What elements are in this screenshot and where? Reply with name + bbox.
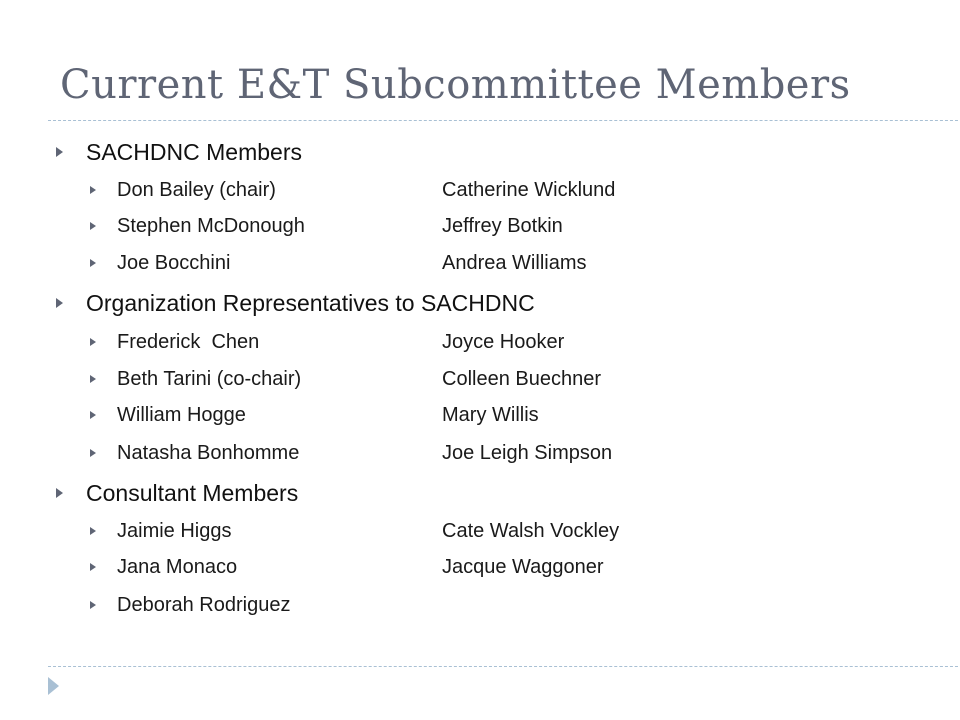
- member-row: [90, 177, 670, 203]
- bullet-arrow-icon: [90, 527, 96, 535]
- footer-divider: [48, 666, 960, 667]
- member-name-right: Jeffrey Botkin: [442, 214, 563, 237]
- bullet-arrow-icon: [90, 375, 96, 383]
- bullet-arrow-icon: [90, 601, 96, 609]
- bullet-arrow-icon: [56, 147, 63, 157]
- member-name-right: Joe Leigh Simpson: [442, 441, 613, 464]
- section-organization-representatives: [56, 288, 535, 318]
- member-name-right: Mary Willis: [442, 403, 539, 426]
- member-name-right: Andrea Williams: [442, 251, 587, 274]
- section-label: Consultant Members: [86, 479, 299, 506]
- member-row: [90, 440, 670, 466]
- member-name-left: William Hogge: [117, 403, 246, 426]
- bullet-arrow-icon: [90, 259, 96, 267]
- member-row: [90, 366, 670, 392]
- member-row: [90, 592, 670, 618]
- member-row: [90, 329, 670, 355]
- member-name-left: Frederick Chen: [117, 330, 260, 353]
- bullet-arrow-icon: [90, 411, 96, 419]
- section-label: SACHDNC Members: [86, 138, 302, 165]
- member-name-left: Stephen McDonough: [117, 214, 305, 237]
- bullet-arrow-icon: [56, 298, 63, 308]
- member-name-left: Beth Tarini (co-chair): [117, 367, 302, 390]
- member-row: [90, 518, 670, 544]
- member-name-left: Jana Monaco: [117, 555, 238, 578]
- title-divider: [48, 120, 960, 121]
- slide-title: Current E&T Subcommittee Members: [60, 62, 851, 108]
- member-name-left: Deborah Rodriguez: [117, 593, 291, 616]
- section-label: Organization Representatives to SACHDNC: [86, 289, 535, 316]
- bullet-arrow-icon: [90, 222, 96, 230]
- bullet-arrow-icon: [56, 488, 63, 498]
- member-name-right: Cate Walsh Vockley: [442, 519, 620, 542]
- member-name-right: Joyce Hooker: [442, 330, 565, 353]
- member-row: [90, 213, 670, 239]
- member-row: [90, 250, 670, 276]
- member-name-left: Joe Bocchini: [117, 251, 231, 274]
- member-name-right: Colleen Buechner: [442, 367, 601, 390]
- member-row: [90, 402, 670, 428]
- member-name-left: Natasha Bonhomme: [117, 441, 300, 464]
- member-row: [90, 554, 670, 580]
- bullet-arrow-icon: [90, 449, 96, 457]
- member-name-right: Catherine Wicklund: [442, 178, 616, 201]
- member-name-right: Jacque Waggoner: [442, 555, 604, 578]
- section-consultant-members: [56, 478, 298, 508]
- bullet-arrow-icon: [90, 563, 96, 571]
- section-sachdnc-members: [56, 137, 302, 167]
- member-name-left: Don Bailey (chair): [117, 178, 276, 201]
- bullet-arrow-icon: [90, 338, 96, 346]
- footer-arrow-icon: [48, 677, 59, 695]
- member-name-left: Jaimie Higgs: [117, 519, 232, 542]
- bullet-arrow-icon: [90, 186, 96, 194]
